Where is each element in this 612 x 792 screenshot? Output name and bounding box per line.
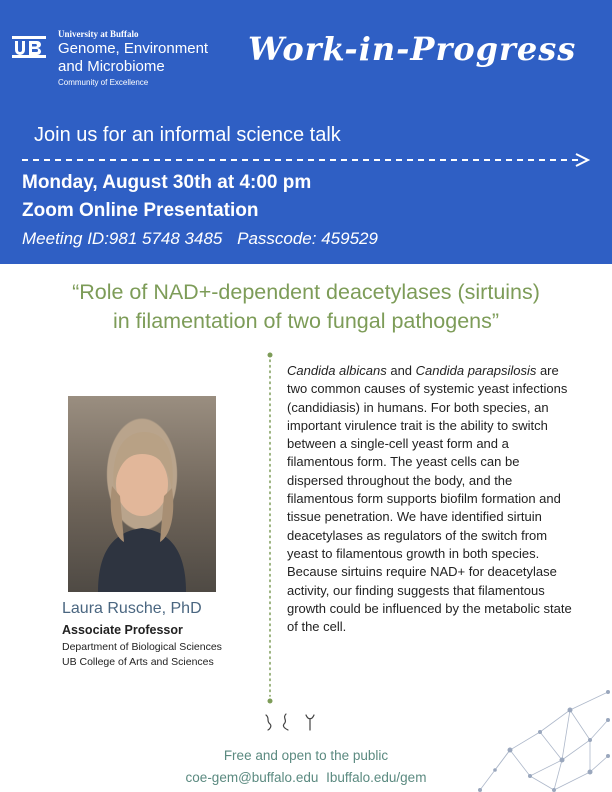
university-label: University at Buffalo (58, 29, 139, 39)
talk-title-line1: “Role of NAD+-dependent deacetylases (sirtuins) (72, 280, 540, 304)
speaker-photo (68, 396, 216, 592)
speaker-silhouette-icon (68, 396, 216, 592)
organization-subtitle: Community of Excellence (58, 78, 149, 87)
talk-title (20, 278, 592, 336)
contact-email-link[interactable]: coe-gem@buffalo.edu (185, 770, 319, 785)
microbe-icons (262, 712, 322, 732)
event-date: Monday, August 30th at 4:00 pm (22, 172, 312, 193)
event-location: Zoom Online Presentation (22, 200, 259, 221)
abstract-text (287, 362, 577, 636)
organization-name-line2: and Microbiome (58, 58, 165, 75)
header-banner (0, 0, 612, 264)
species-name: Candida albicans (287, 363, 387, 378)
meeting-id: Meeting ID:981 5748 3485 (22, 229, 223, 248)
species-name: Candida parapsilosis (415, 363, 537, 378)
dashed-arrow-icon (20, 152, 595, 168)
page-title: Work-in-Progress (248, 30, 577, 68)
speaker-name: Laura Rusche, PhD (62, 600, 202, 617)
abstract-connector: and (386, 363, 416, 378)
meeting-details (22, 229, 388, 249)
speaker-department: Department of Biological Sciences (62, 641, 222, 653)
talk-title-line2: in filamentation of two fungal pathogens” (112, 309, 500, 333)
invite-text: Join us for an informal science talk (34, 124, 341, 146)
free-admission-text: Free and open to the public (223, 748, 389, 763)
organization-name (58, 40, 258, 76)
abstract-body: are two common causes of systemic yeast infections (candidiasis) in humans. For both species, an important virulence trait is the ability to switch between a single-cell yeast form and a filamentous form. The yeast cells can be dispersed throughout the body, and the filamentous form supports biofilm formation and tissue penetration. We have identified sirtuin deacetylases as regulators of the switch from yeast to filamentous growth in both species. Because sirtuins require NAD+ for deacetylase activity, our finding suggests that filamentous growth could be influenced by the metabolic state of the cell. (287, 363, 572, 635)
ub-logo-icon (12, 36, 46, 58)
dotted-divider (266, 352, 274, 704)
speaker-role: Associate Professor (62, 623, 183, 637)
meeting-passcode: Passcode: 459529 (237, 229, 378, 248)
contact-info (0, 770, 612, 785)
organization-name-line1: Genome, Environment (58, 40, 209, 57)
website-link[interactable]: Ibuffalo.edu/gem (326, 770, 427, 785)
speaker-college: UB College of Arts and Sciences (62, 656, 214, 668)
